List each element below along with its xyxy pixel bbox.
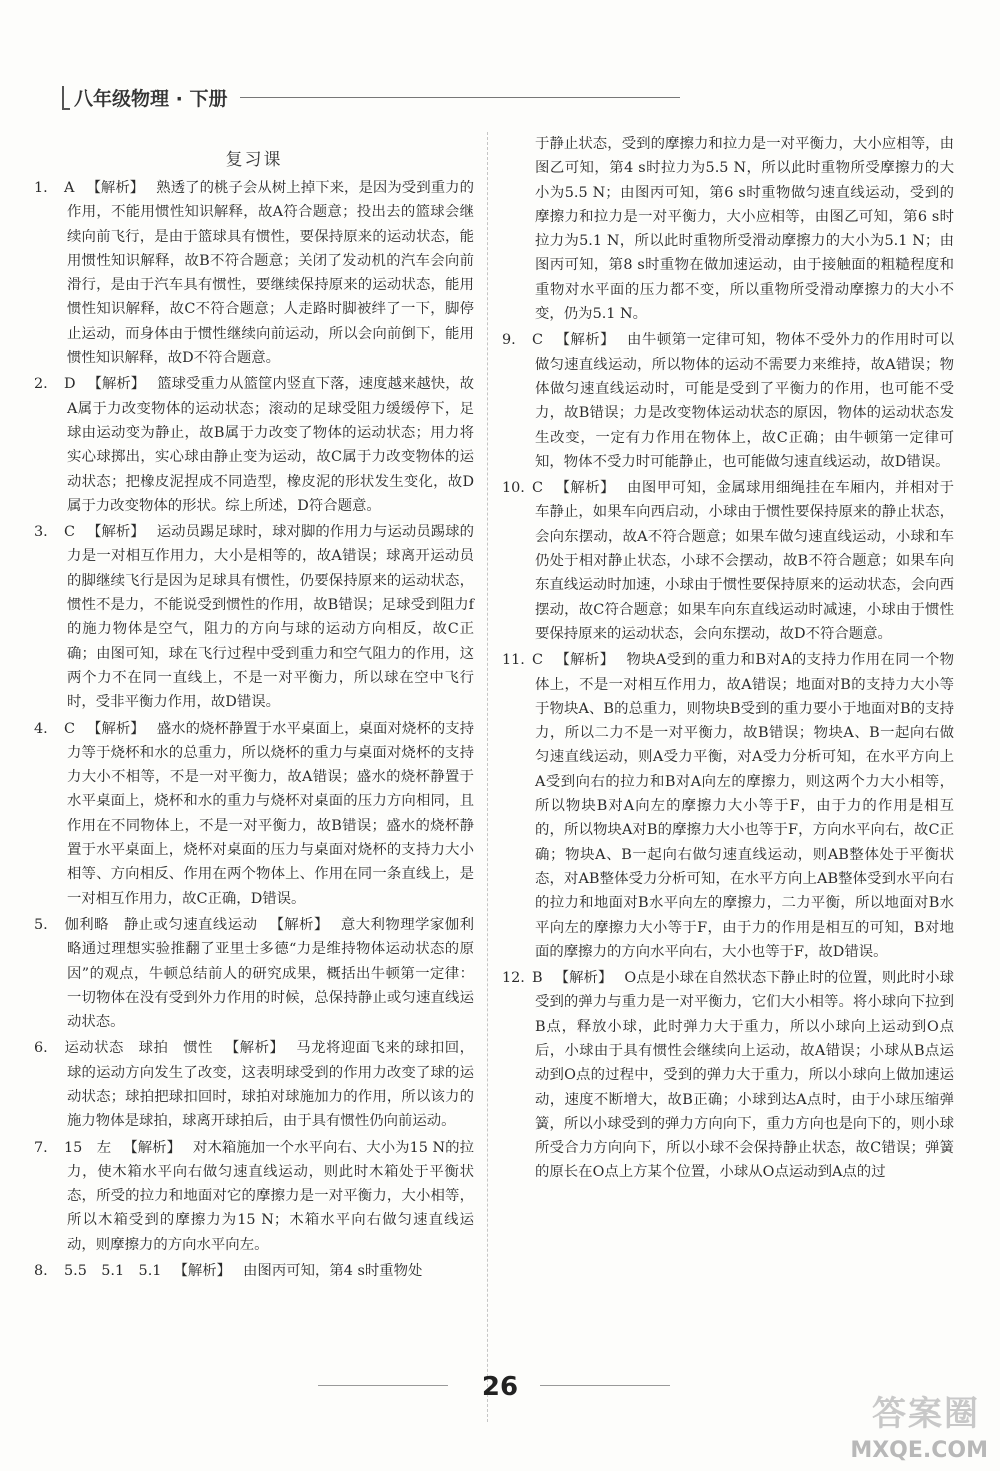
- item-text: 篮球受重力从篮筐内竖直下落，速度越来越快，故A属于力改变物体的运动状态；滚动的足球受阻力缓缓停下，足球由运动变为静止，故B属于力改变了物体的运动状态；用力将实心球掷出，实心球由静止变为运动，故C属于力改变物体的运动状态；把橡皮泥捏成不同造型，橡皮泥的形状发生变化，故D属于力改变物体的形状。综上所述，D符合题意。: [67, 376, 474, 514]
- answer-item-8: [34, 1259, 474, 1283]
- item-answer: 5.5 5.1 5.1: [64, 1263, 162, 1280]
- item-tag: 【解析】: [555, 652, 615, 669]
- item-tag: 【解析】: [87, 524, 145, 541]
- footer-line-left: [318, 1385, 448, 1386]
- item-text: 意大利物理学家伽利略通过理想实验推翻了亚里士多德“力是维持物体运动状态的原因”的观点，牛顿总结前人的研究成果，概括出牛顿第一定律：一切物体在没有受到外力作用的时候，总保持静止或匀速直线运动状态。: [67, 916, 474, 1031]
- item-number: 12.: [502, 970, 525, 987]
- item-number: 8.: [34, 1263, 48, 1280]
- answer-item-1: [34, 176, 474, 370]
- item-number: 10.: [502, 480, 525, 497]
- item-tag: 【解析】: [224, 1040, 285, 1057]
- item-text: O点是小球在自然状态下静止时的位置，则此时小球受到的弹力与重力是一对平衡力，它们大小相等。将小球向下拉到B点，释放小球，此时弹力大于重力，所以小球向上运动到O点后，小球由于具有惯性会继续向上运动，故A错误；小球从B点运动到O点的过程中，受到的弹力大于重力，所以小球向上做加速运动，速度不断增大，故B正确；小球到达A点时，由于小球压缩弹簧，所以小球受到的弹力方向向下，重力方向也是向下的，则小球所受合力方向向下，所以小球不会保持静止状态，故C错误；弹簧的原长在O点上方某个位置，小球从O点运动到A点的过: [535, 970, 954, 1181]
- item-answer: C: [532, 332, 544, 349]
- item-tag: 【解析】: [123, 1139, 182, 1156]
- right-column: [502, 132, 954, 1187]
- answer-item-11: [502, 648, 954, 964]
- section-title: 复习课: [225, 150, 283, 170]
- item-text: 由图甲可知，金属球用细绳挂在车厢内，并相对于车静止，如果车向西启动，小球由于惯性要保持原来的静止状态，会向东摆动，故A不符合题意；如果车做匀速直线运动，小球和车仍处于相对静止状态，小球不会摆动，故B不符合题意；如果车向东直线运动时加速，小球由于惯性要保持原来的运动状态，会向西摆动，故C符合题意；如果车向东直线运动时减速，小球由于惯性要保持原来的运动状态，会向东摆动，故D不符合题意。: [535, 480, 954, 642]
- item-answer: 15 左: [64, 1139, 112, 1156]
- item-text: 由图丙可知，第4 s时重物处: [243, 1263, 423, 1280]
- page-header: [62, 84, 622, 110]
- answer-item-3: [34, 520, 474, 714]
- column-divider: [487, 132, 488, 1422]
- answer-item-4: [34, 717, 474, 911]
- item-number: 4.: [34, 720, 48, 737]
- answer-item-9: [502, 328, 954, 474]
- item-text: 对木箱施加一个水平向右、大小为15 N的拉力，使木箱水平向右做匀速直线运动，则此时木箱处于平衡状态，所受的拉力和地面对它的摩擦力是一对平衡力，大小相等，所以木箱受到的摩擦力为15 N；木箱水平向右做匀速直线运动，则摩擦力的方向水平向左。: [67, 1139, 475, 1253]
- answer-item-12: [502, 966, 954, 1185]
- item-answer: C: [532, 652, 544, 669]
- item-answer: 伽利略 静止或匀速直线运动: [64, 916, 258, 933]
- item-text: 物块A受到的重力和B对A的支持力作用在同一个物体上，不是一对相互作用力，故A错误；地面对B的支持力大小等于物块A、B的总重力，则物块B受到的重力要小于地面对B的支持力，所以二力不是一对平衡力，故B错误；物块A、B一起向右做匀速直线运动，则A受力平衡，对A受力分析可知，在水平方向上A受到向右的拉力和B对A向左的摩擦力，则这两个力大小相等，所以物块B对A向左的摩擦力大小等于F，由于力的作用是相互的，所以物块A对B的摩擦力大小也等于F，方向水平向右，故C正确；物块A、B一起向右做匀速直线运动，则AB整体处于平衡状态，对AB整体受力分析可知，在水平方向上AB整体受到水平向右的拉力和地面对B水平向左的摩擦力，二力平衡，所以地面对B水平向左的摩擦力大小等于F，由于力的作用是相互的可知，B对地面的摩擦力的方向水平向右，大小也等于F，故D错误。: [535, 652, 954, 960]
- item-number: 11.: [502, 652, 525, 669]
- answer-item-10: [502, 476, 954, 646]
- item-tag: 【解析】: [173, 1263, 232, 1280]
- item-text: 由牛顿第一定律可知，物体不受外力的作用时可以做匀速直线运动，所以物体的运动不需要力来维持，故A错误；物体做匀速直线运动时，可能是受到了平衡力的作用，也可能不受力，故B错误；力是改变物体运动状态的原因，物体的运动状态发生改变，一定有力作用在物体上，故C正确；由牛顿第一定律可知，物体不受力时可能静止，也可能做匀速直线运动，故D错误。: [535, 332, 954, 470]
- item-number: 2.: [34, 376, 48, 393]
- item-tag: 【解析】: [555, 332, 616, 349]
- item-answer: C: [64, 524, 76, 541]
- item-number: 7.: [34, 1139, 48, 1156]
- item-number: 3.: [34, 524, 48, 541]
- header-rule: [240, 97, 680, 98]
- answer-item-7: [34, 1136, 474, 1257]
- item-tag: 【解析】: [269, 916, 329, 933]
- item-tag: 【解析】: [555, 480, 616, 497]
- left-column: [34, 176, 474, 1285]
- answer-item-6: [34, 1036, 474, 1133]
- answer-item-8-continued: [502, 132, 954, 326]
- item-text: 熟透了的桃子会从树上掉下来，是因为受到重力的作用，不能用惯性知识解释，故A符合题意；投出去的篮球会继续向前飞行，是由于篮球具有惯性，要保持原来的运动状态，能用惯性知识解释，故B不符合题意；关闭了发动机的汽车会向前滑行，是由于汽车具有惯性，要继续保持原来的运动状态，能用惯性知识解释，故C不符合题意；人走路时脚被绊了一下，脚停止运动，而身体由于惯性继续向前运动，所以会向前倒下，能用惯性知识解释，故D不符合题意。: [67, 180, 474, 367]
- page-number: 26: [481, 1372, 519, 1402]
- header-bracket: [62, 86, 70, 110]
- item-answer: A: [64, 180, 75, 196]
- item-answer: C: [532, 480, 544, 497]
- item-answer: C: [64, 720, 76, 737]
- item-answer: 运动状态 球拍 惯性: [64, 1040, 213, 1057]
- item-text: 于静止状态，受到的摩擦力和拉力是一对平衡力，大小应相等，由图乙可知，第4 s时拉力为5.5 N，所以此时重物所受摩擦力的大小为5.5 N；由图丙可知，第6 s时重物做匀速直线运动，受到的摩擦力和拉力是一对平衡力，大小应相等，由图乙可知，第6 s时拉力为5.1 N，所以此时重物所受滑动摩擦力的大小为5.1 N；由图丙可知，第8 s时重物在做加速运动，由于接触面的粗糙程度和重物对水平面的压力都不变，所以重物所受滑动摩擦力的大小不变，仍为5.1 N。: [535, 136, 954, 323]
- item-tag: 【解析】: [87, 376, 146, 393]
- item-text: 运动员踢足球时，球对脚的作用力与运动员踢球的力是一对相互作用力，大小是相等的，故A错误；球离开运动员的脚继续飞行是因为足球具有惯性，仍要保持原来的运动状态，惯性不是力，不能说受到惯性的作用，故B错误；足球受到阻力f的施力物体是空气，阻力的方向与球的运动方向相反，故C正确；由图可知，球在飞行过程中受到重力和空气阻力的作用，这两个力不在同一直线上，不是一对平衡力，所以球在空中飞行时，受非平衡力作用，故D错误。: [67, 524, 474, 711]
- item-answer: B: [532, 970, 543, 987]
- answer-item-5: [34, 913, 474, 1034]
- item-number: 6.: [34, 1040, 48, 1057]
- item-text: 马龙将迎面飞来的球扣回，球的运动方向发生了改变，这表明球受到的作用力改变了球的运动状态；球拍把球扣回时，球拍对球施加力的作用，所以该力的施力物体是球拍，球离开球拍后，由于具有惯性仍向前运动。: [67, 1040, 474, 1130]
- header-title: 八年级物理 · 下册: [74, 88, 228, 110]
- item-number: 9.: [502, 332, 516, 349]
- item-tag: 【解析】: [87, 720, 145, 737]
- item-number: 1.: [34, 180, 48, 196]
- item-tag: 【解析】: [554, 970, 613, 987]
- watermark-site: MXQE.COM: [850, 1438, 988, 1463]
- footer-line-right: [540, 1385, 670, 1386]
- watermark-logo: 答案圈: [872, 1394, 980, 1434]
- answer-item-2: [34, 372, 474, 518]
- item-tag: 【解析】: [86, 180, 145, 196]
- item-answer: D: [64, 376, 76, 393]
- item-number: 5.: [34, 916, 48, 933]
- item-text: 盛水的烧杯静置于水平桌面上，桌面对烧杯的支持力等于烧杯和水的总重力，所以烧杯的重力与桌面对烧杯的支持力大小不相等，不是一对平衡力，故A错误；盛水的烧杯静置于水平桌面上，烧杯和水的重力与烧杯对桌面的压力方向相同，且作用在不同物体上，不是一对平衡力，故B错误；盛水的烧杯静置于水平桌面上，烧杯对桌面的压力与桌面对烧杯的支持力大小相等、方向相反、作用在两个物体上、作用在同一条直线上，是一对相互作用力，故C正确，D错误。: [67, 720, 474, 907]
